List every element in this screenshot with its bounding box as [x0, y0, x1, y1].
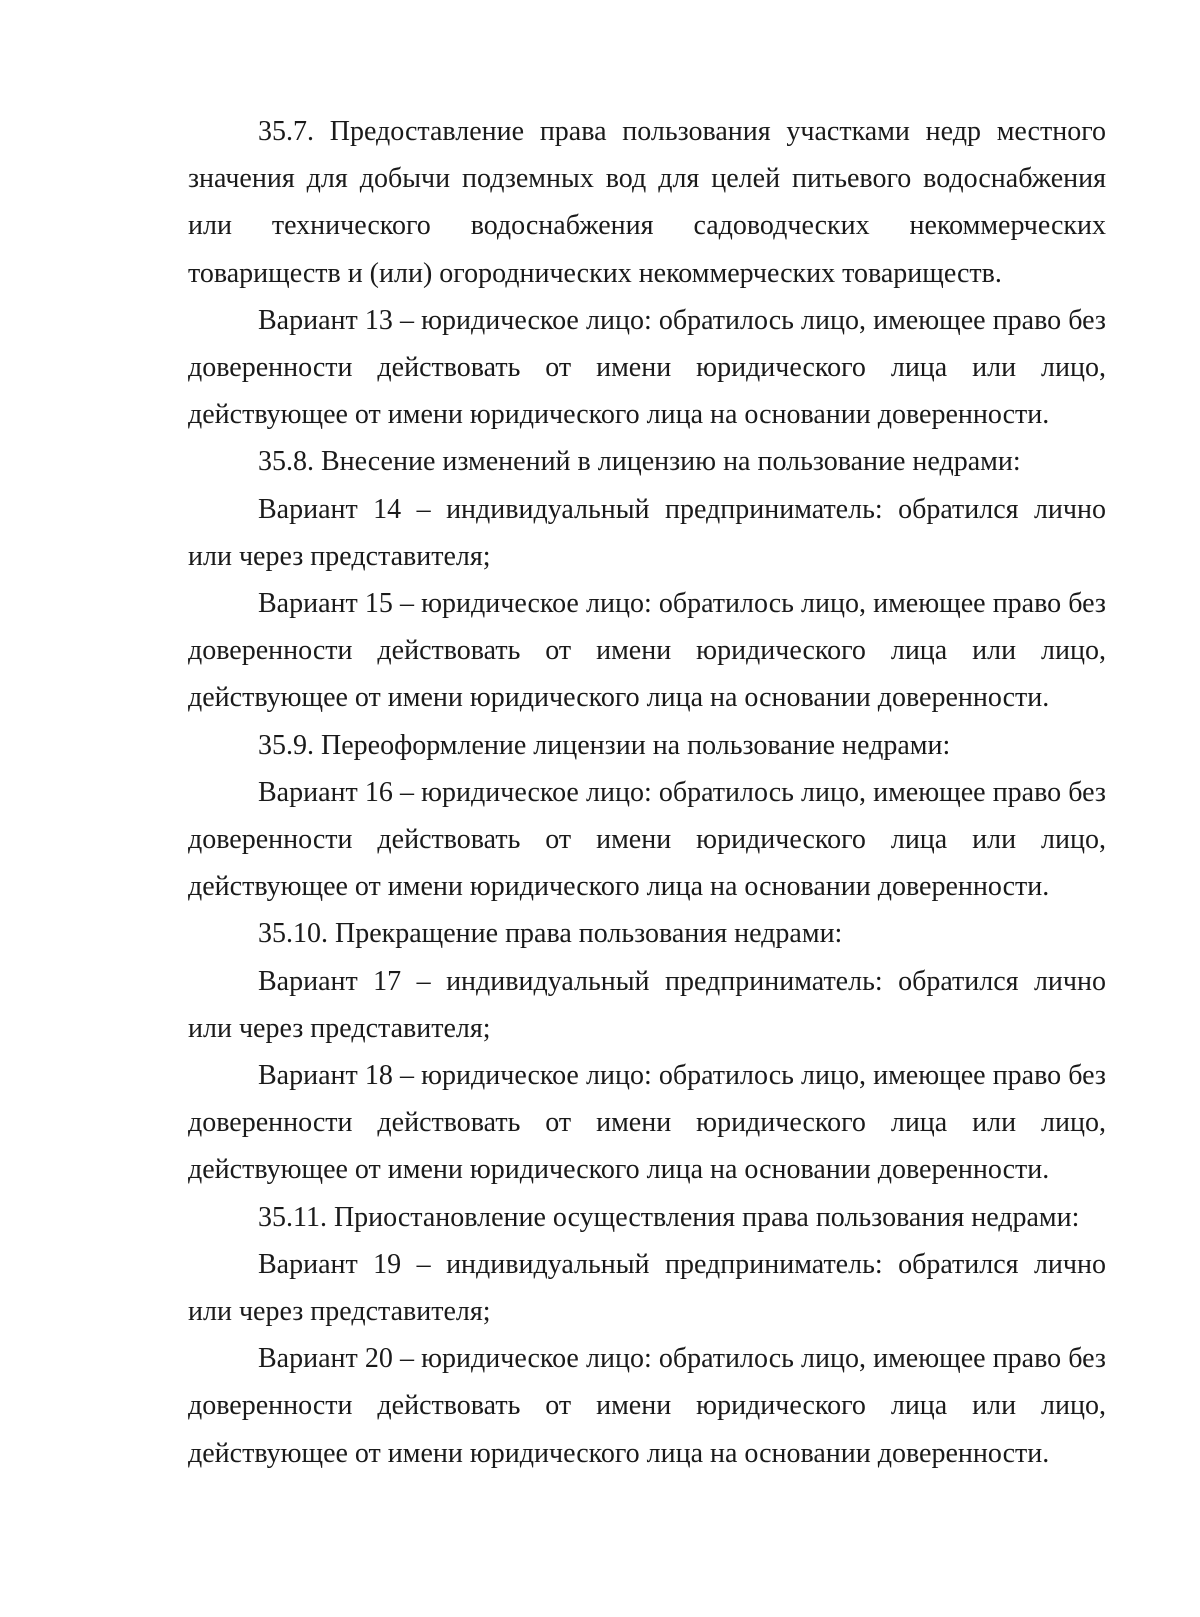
variant-14-paragraph: Вариант 14 – индивидуальный предприниматель: обратился лично или через представителя;	[188, 493, 1106, 572]
section-35-7-heading: 35.7. Предоставление права пользования участками недр местного значения для добычи подземных вод для целей питьевого водоснабжения или технического водоснабжения садоводческих некоммерческих товариществ и (или) огороднических некоммерческих товариществ.	[188, 116, 1106, 289]
section-35-10-heading: 35.10. Прекращение права пользования недрами:	[258, 918, 843, 950]
variant-17-paragraph: Вариант 17 – индивидуальный предприниматель: обратился лично или через представителя;	[188, 965, 1106, 1044]
variant-15-paragraph: Вариант 15 – юридическое лицо: обратилось лицо, имеющее право без доверенности действовать от имени юридического лица или лицо, действующее от имени юридического лица на основании доверенности.	[188, 588, 1106, 714]
section-35-11-heading: 35.11. Приостановление осуществления права пользования недрами:	[258, 1201, 1080, 1233]
variant-16-paragraph: Вариант 16 – юридическое лицо: обратилось лицо, имеющее право без доверенности действовать от имени юридического лица или лицо, действующее от имени юридического лица на основании доверенности.	[188, 776, 1106, 903]
section-35-8-heading: 35.8. Внесение изменений в лицензию на пользование недрами:	[258, 446, 1021, 478]
document-body	[188, 108, 1106, 1477]
variant-20-paragraph: Вариант 20 – юридическое лицо: обратилось лицо, имеющее право без доверенности действовать от имени юридического лица или лицо, действующее от имени юридического лица на основании доверенности.	[188, 1343, 1106, 1469]
section-35-9-heading: 35.9. Переоформление лицензии на пользование недрами:	[258, 729, 951, 761]
variant-19-paragraph: Вариант 19 – индивидуальный предприниматель: обратился лично или через представителя;	[188, 1248, 1106, 1328]
variant-18-paragraph: Вариант 18 – юридическое лицо: обратилось лицо, имеющее право без доверенности действовать от имени юридического лица или лицо, действующее от имени юридического лица на основании доверенности.	[188, 1060, 1106, 1186]
variant-13-paragraph: Вариант 13 – юридическое лицо: обратилось лицо, имеющее право без доверенности действовать от имени юридического лица или лицо, действующее от имени юридического лица на основании доверенности.	[188, 304, 1106, 431]
